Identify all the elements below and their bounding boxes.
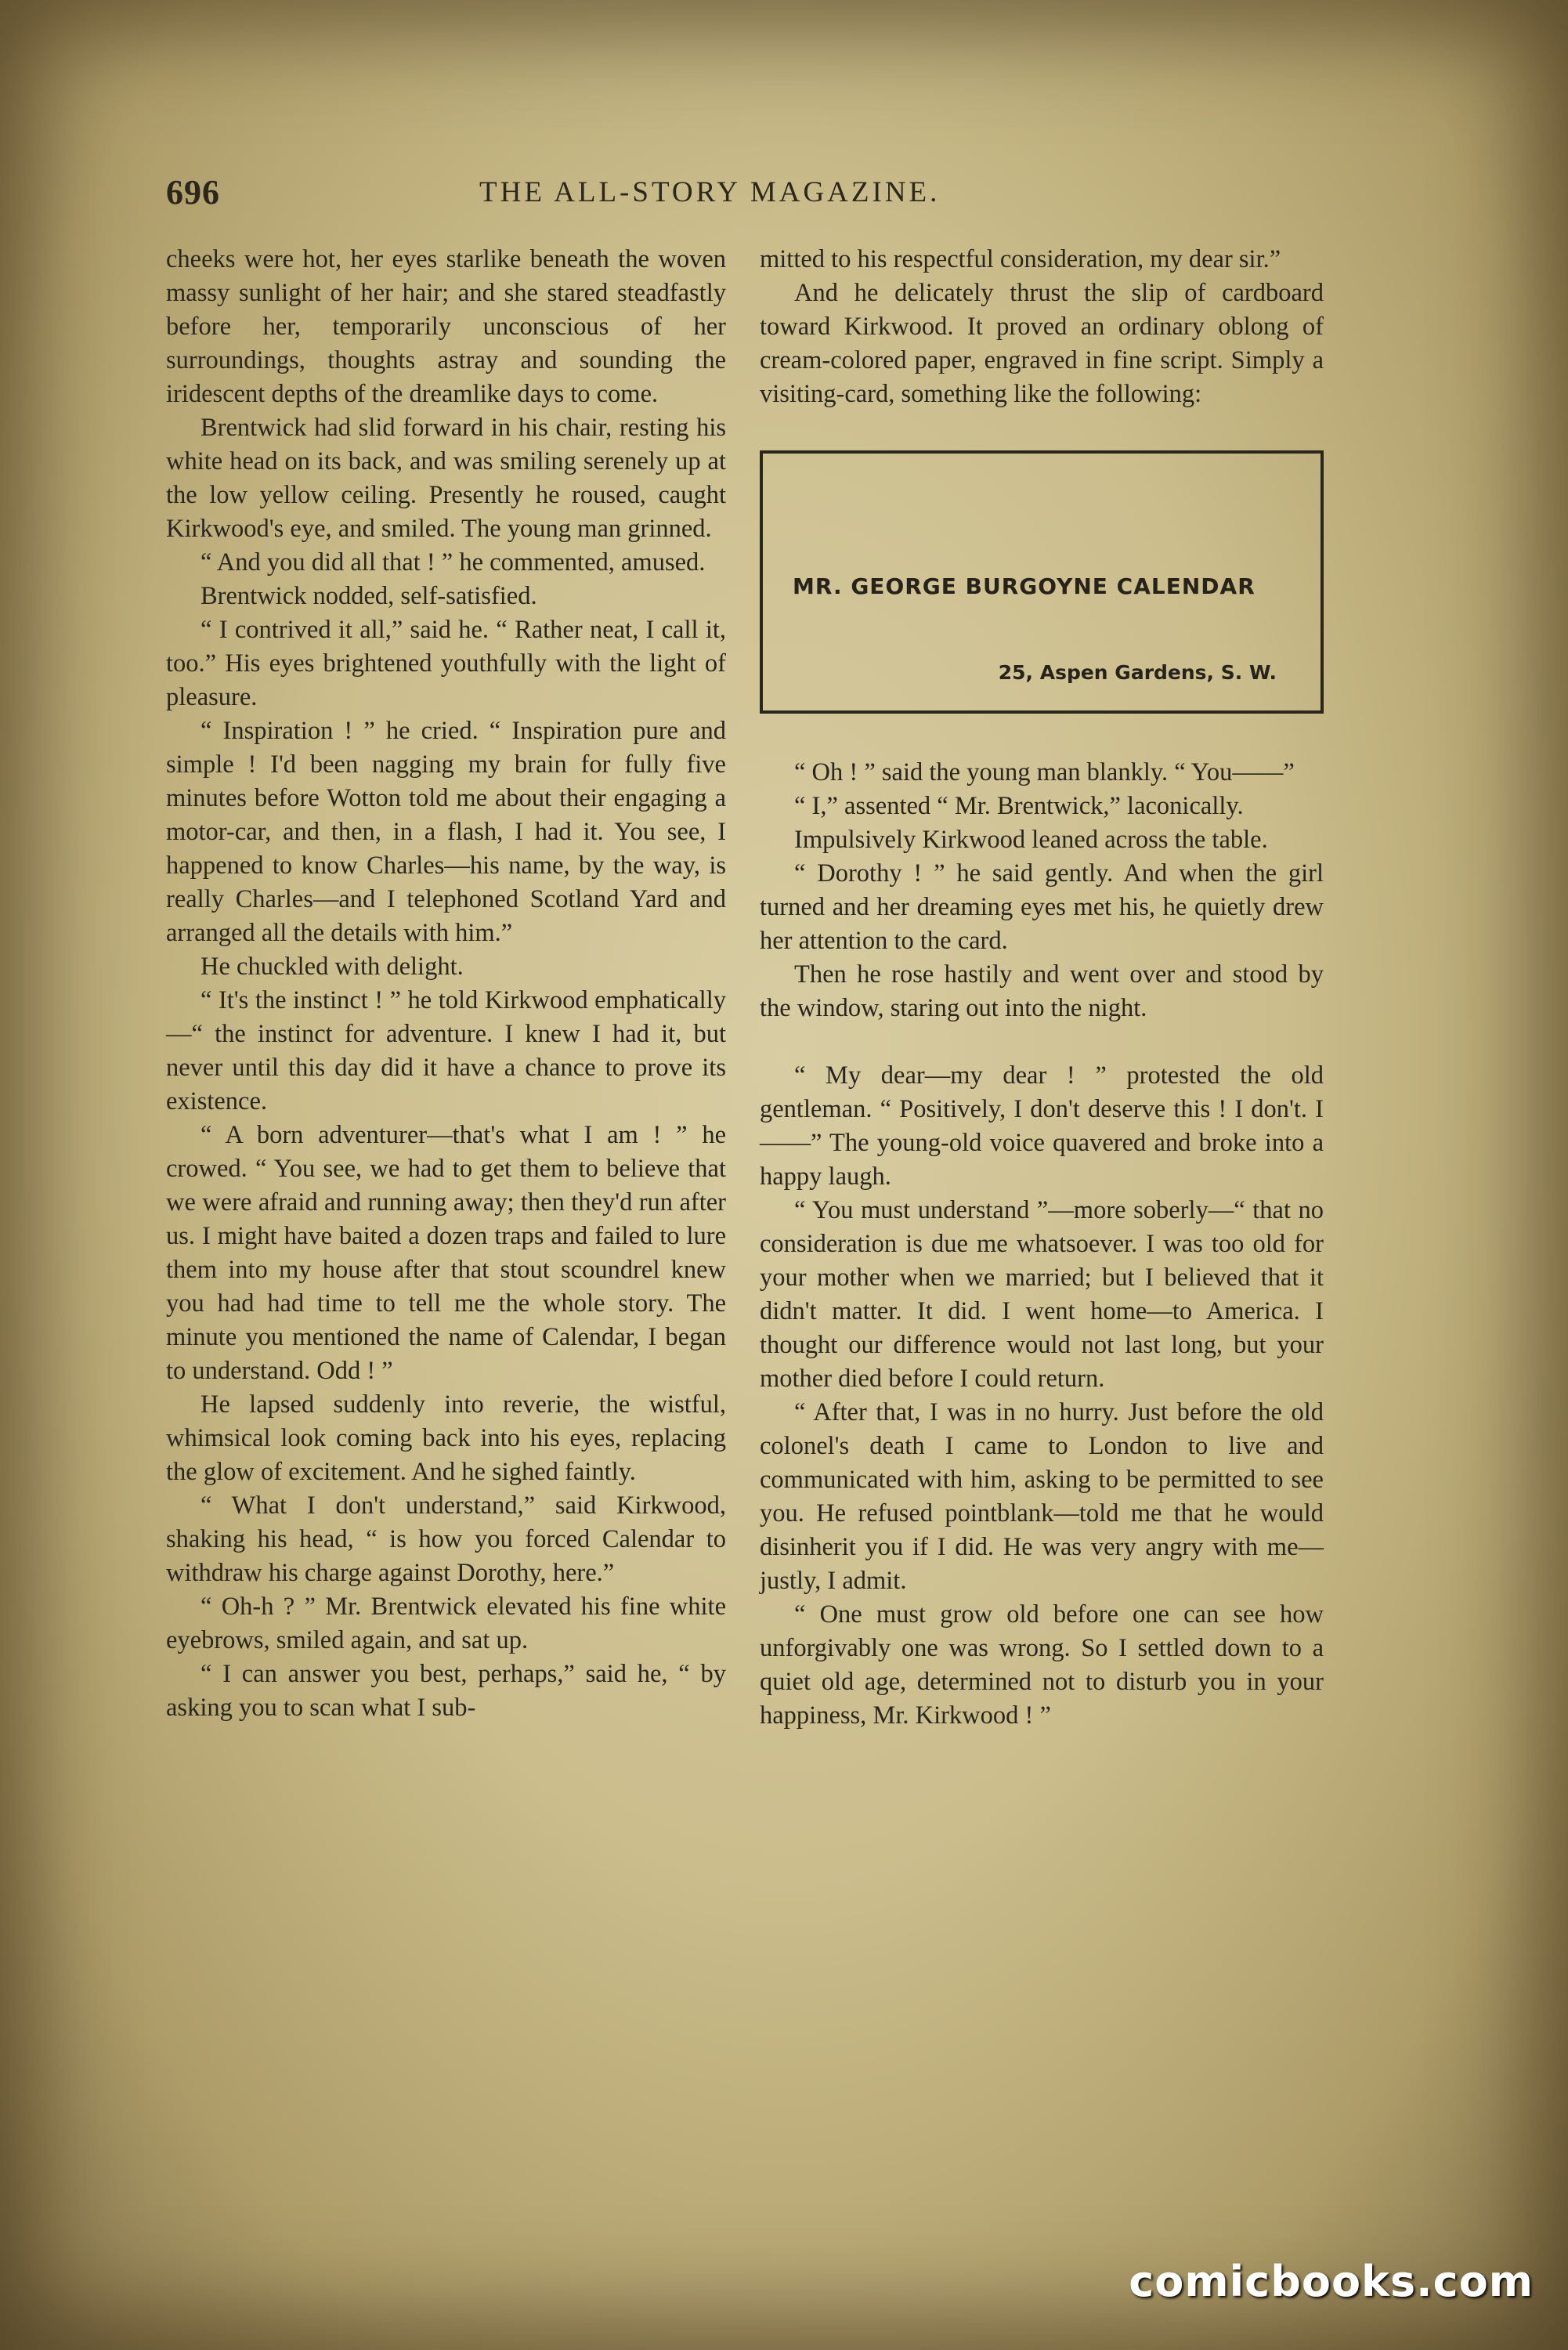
paragraph: “ You must understand ”—more soberly—“ that no consideration is due me whatsoever. I was too old for your mother when we married; but I believed that it didn't matter. It did. I went home—to America. I thought our difference would not last long, but your mother died before I could return. [760,1196,1324,1393]
paragraph: “ Inspiration ! ” he cried. “ Inspiration pure and simple ! I'd been nagging my brain for fully five minutes before Wotton told me about their engaging a motor-car, and then, in a flash, I had it. You see, I happened to know Charles—his name, by the way, is really Charles—and I telephoned Scotland Yard and arranged all the details with him.” [166,717,726,947]
right-text-column [760,243,1324,1733]
paragraph: cheeks were hot, her eyes starlike beneath the woven massy sunlight of her hair; and she stared steadfastly before her, temporarily unconscious of her surroundings, thoughts astray and sounding the iridescent depths of the dreamlike days to come. [166,245,726,408]
left-text-column [166,243,726,1725]
card-name: MR. GEORGE BURGOYNE CALENDAR [793,573,1255,599]
paragraph: “ I,” assented “ Mr. Brentwick,” laconically. [794,792,1244,820]
paragraph: “ It's the instinct ! ” he told Kirkwood emphatically—“ the instinct for adventure. I knew I had it, but never until this day did it have a chance to prove its existence. [166,986,726,1115]
paragraph: He lapsed suddenly into reverie, the wistful, whimsical look coming back into his eyes, replacing the glow of excitement. And he sighed faintly. [166,1390,726,1486]
paragraph: He chuckled with delight. [201,953,464,981]
paragraph: “ I can answer you best, perhaps,” said he, “ by asking you to scan what I sub- [166,1660,726,1722]
paragraph: mitted to his respectful consideration, my dear sir.” [760,245,1281,273]
visiting-card [760,450,1324,714]
paragraph: “ One must grow old before one can see how unforgivably one was wrong. So I settled down to a quiet old age, determined not to disturb you in your happiness, Mr. Kirkwood ! ” [760,1600,1324,1730]
paragraph: Brentwick had slid forward in his chair, resting his white head on its back, and was smiling serenely up at the low yellow ceiling. Presently he roused, caught Kirkwood's eye, and smiled. The young man grinned. [166,414,726,543]
site-watermark: comicbooks.com [1129,2257,1534,2306]
paragraph: “ I contrived it all,” said he. “ Rather neat, I call it, too.” His eyes brightened youthfully with the light of pleasure. [166,616,726,711]
paragraph: “ A born adventurer—that's what I am ! ” he crowed. “ You see, we had to get them to believe that we were afraid and running away; then they'd run after us. I might have baited a dozen traps and failed to lure them into my house after that stout scoundrel knew you had had time to tell me the whole story. The minute you mentioned the name of Calendar, I began to understand. Odd ! ” [166,1121,726,1385]
paragraph: “ Dorothy ! ” he said gently. And when the girl turned and her dreaming eyes met his, he quietly drew her attention to the card. [760,859,1324,955]
card-address: 25, Aspen Gardens, S. W. [998,661,1277,684]
paragraph: “ My dear—my dear ! ” protested the old gentleman. “ Positively, I don't deserve this ! I don't. I——” The young-old voice quavered and broke into a happy laugh. [760,1061,1324,1191]
paragraph: “ What I don't understand,” said Kirkwood, shaking his head, “ is how you forced Calendar to withdraw his charge against Dorothy, here.” [166,1491,726,1587]
magazine-title: THE ALL-STORY MAGAZINE. [479,176,941,208]
paragraph: Brentwick nodded, self-satisfied. [201,582,537,610]
paragraph: “ And you did all that ! ” he commented, amused. [201,548,706,577]
page-number: 696 [166,173,220,212]
running-head [166,172,1325,219]
paragraph: Then he rose hastily and went over and stood by the window, staring out into the night. [760,960,1324,1022]
paragraph: “ Oh ! ” said the young man blankly. “ You——” [794,758,1295,786]
paragraph: “ Oh-h ? ” Mr. Brentwick elevated his fine white eyebrows, smiled again, and sat up. [166,1593,726,1654]
paragraph: Impulsively Kirkwood leaned across the table. [794,826,1268,854]
paragraph: And he delicately thrust the slip of cardboard toward Kirkwood. It proved an ordinary oblong of cream-colored paper, engraved in fine script. Simply a visiting-card, something like the following: [760,279,1324,408]
paragraph: “ After that, I was in no hurry. Just before the old colonel's death I came to London to live and communicated with him, asking to be permitted to see you. He refused pointblank—told me that he would disinherit you if I did. He was very angry with me—justly, I admit. [760,1398,1324,1595]
